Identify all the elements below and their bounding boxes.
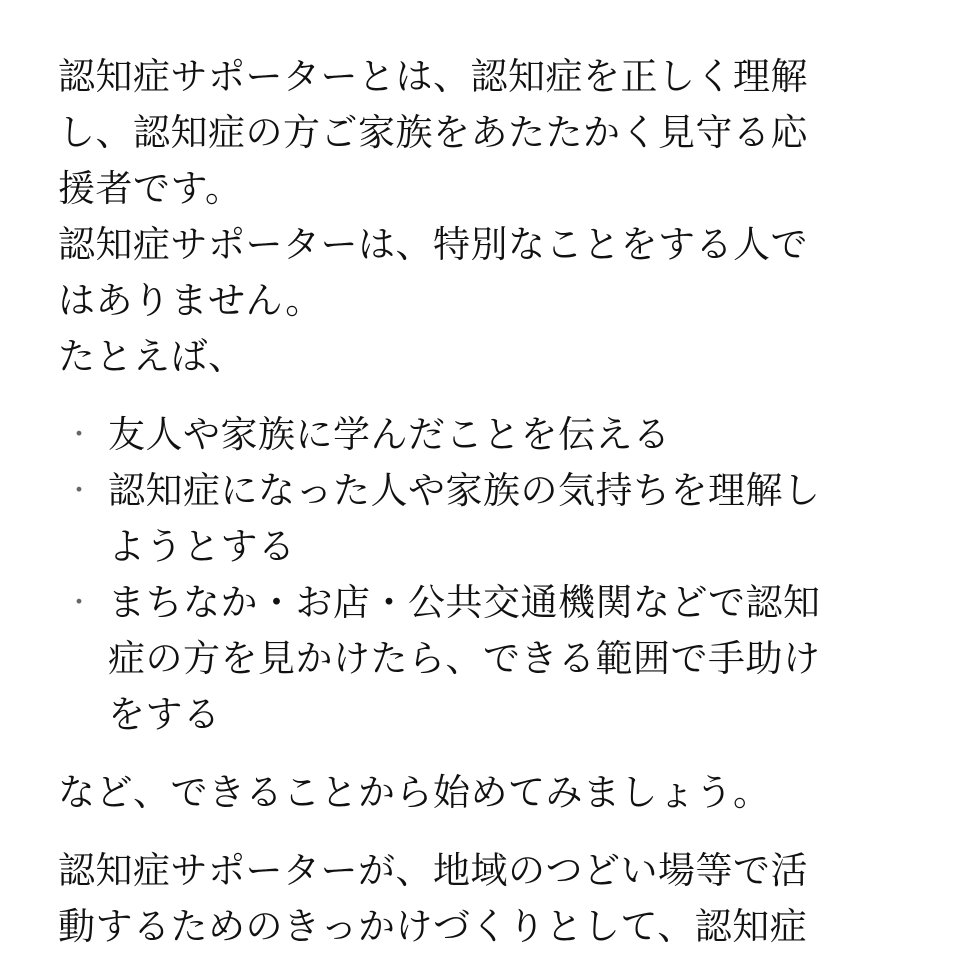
- list-item: [58, 575, 888, 743]
- list-item: [58, 463, 888, 575]
- intro-line: 援者です。: [58, 167, 243, 210]
- intro-line: 認知症サポーターとは、認知症を正しく理解: [58, 55, 808, 98]
- examples-list: [58, 407, 888, 743]
- intro-line: はありません。: [58, 279, 323, 322]
- intro-line: 認知症サポーターは、特別なことをする人で: [58, 223, 808, 266]
- intro-line: し、認知症の方ご家族をあたたかく見守る応: [58, 111, 808, 154]
- footer-paragraph: [58, 843, 888, 955]
- bullet-marker: ・: [66, 420, 93, 450]
- list-item-text: ようとする: [108, 525, 296, 568]
- list-item-text: 友人や家族に学んだことを伝える: [108, 413, 671, 456]
- list-item: [58, 407, 888, 463]
- closing-paragraph: など、できることから始めてみましょう。: [58, 771, 771, 814]
- list-item-text: 認知症になった人や家族の気持ちを理解し: [108, 469, 821, 512]
- footer-line: 認知症サポーターが、地域のつどい場等で活: [58, 849, 808, 892]
- list-item-text: 症の方を見かけたら、できる範囲で手助け: [108, 637, 821, 680]
- list-item-text: をする: [108, 693, 221, 736]
- list-item-text: まちなか・お店・公共交通機関などで認知: [108, 581, 821, 624]
- bullet-marker: ・: [66, 476, 93, 506]
- article-body: [58, 49, 888, 955]
- intro-paragraph: [58, 49, 888, 385]
- bullet-marker: ・: [66, 588, 93, 618]
- intro-line: たとえば、: [58, 335, 246, 378]
- footer-line: 動するためのきっかけづくりとして、認知症: [58, 905, 808, 948]
